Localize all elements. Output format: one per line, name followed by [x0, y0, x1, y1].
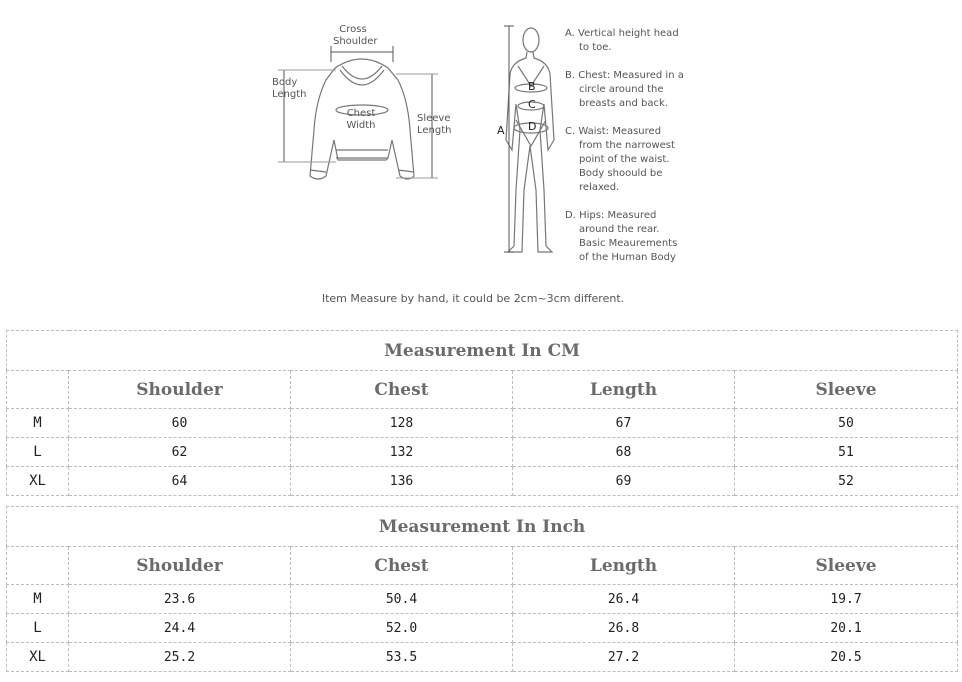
definition-a-key: A. [565, 28, 575, 39]
value-cell: 68 [513, 438, 735, 467]
value-cell: 25.2 [69, 643, 291, 672]
table-row [7, 585, 958, 614]
definition-d-line3: Basic Meaurements [579, 238, 678, 249]
figure-letter-a: A [497, 124, 505, 137]
table-title: Measurement In Inch [7, 507, 958, 547]
value-cell: 132 [291, 438, 513, 467]
definition-a [565, 27, 705, 55]
table-row [7, 467, 958, 496]
size-cell: M [7, 409, 69, 438]
value-cell: 24.4 [69, 614, 291, 643]
value-cell: 50.4 [291, 585, 513, 614]
size-cell: M [7, 585, 69, 614]
table-title: Measurement In CM [7, 331, 958, 371]
definition-b-line1: Chest: Measured in a [578, 70, 684, 81]
table-header-row [7, 371, 958, 409]
value-cell: 19.7 [735, 585, 958, 614]
definition-c-line5: relaxed. [579, 182, 620, 193]
value-cell: 128 [291, 409, 513, 438]
value-cell: 27.2 [513, 643, 735, 672]
value-cell: 50 [735, 409, 958, 438]
size-cell: L [7, 614, 69, 643]
cross-shoulder-label-line1: Cross [339, 24, 367, 35]
cross-shoulder-label-line2: Shoulder [333, 36, 378, 47]
value-cell: 136 [291, 467, 513, 496]
value-cell: 20.1 [735, 614, 958, 643]
size-cell: XL [7, 643, 69, 672]
table-header-row [7, 547, 958, 585]
chest-width-label-line1: Chest [346, 108, 376, 119]
table-row [7, 643, 958, 672]
definition-b-line2: circle around the [579, 84, 664, 95]
value-cell: 20.5 [735, 643, 958, 672]
value-cell: 26.8 [513, 614, 735, 643]
definition-d-line2: around the rear. [579, 224, 660, 235]
size-table-cm [6, 330, 958, 496]
definition-c [565, 125, 705, 195]
definition-c-key: C. [565, 126, 576, 137]
definition-d-line4: of the Human Body [579, 252, 676, 263]
body-length-label-line1: Body [272, 77, 298, 88]
definition-a-line2: to toe. [579, 42, 612, 53]
value-cell: 52.0 [291, 614, 513, 643]
header-cell [7, 547, 69, 585]
header-cell: Sleeve [735, 371, 958, 409]
header-cell: Shoulder [69, 547, 291, 585]
value-cell: 52 [735, 467, 958, 496]
figure-letter-b: B [528, 80, 536, 93]
definition-b-line3: breasts and back. [579, 98, 668, 109]
size-cell: L [7, 438, 69, 467]
measurement-diagram [0, 0, 962, 320]
body-length-label-line2: Length [272, 89, 307, 100]
chest-width-label-line2: Width [346, 120, 376, 131]
value-cell: 64 [69, 467, 291, 496]
definition-a-line1: Vertical height head [578, 28, 679, 39]
definition-c-line1: Waist: Measured [578, 126, 662, 137]
definition-d-line1: Hips: Measured [579, 210, 657, 221]
value-cell: 67 [513, 409, 735, 438]
header-cell: Chest [291, 371, 513, 409]
definition-c-line2: from the narrowest [579, 140, 675, 151]
header-cell [7, 371, 69, 409]
value-cell: 60 [69, 409, 291, 438]
header-cell: Length [513, 547, 735, 585]
size-cell: XL [7, 467, 69, 496]
header-cell: Length [513, 371, 735, 409]
header-cell: Chest [291, 547, 513, 585]
sweater-illustration [0, 0, 962, 300]
header-cell: Shoulder [69, 371, 291, 409]
value-cell: 62 [69, 438, 291, 467]
definition-c-line4: Body shoould be [579, 168, 663, 179]
size-table-inch [6, 506, 958, 672]
measurement-note: Item Measure by hand, it could be 2cm~3cm different. [321, 292, 625, 305]
figure-letter-c: C [528, 98, 536, 111]
definition-d [565, 209, 705, 265]
definition-b [565, 69, 705, 111]
value-cell: 53.5 [291, 643, 513, 672]
value-cell: 23.6 [69, 585, 291, 614]
sleeve-length-label-line2: Length [417, 125, 452, 136]
value-cell: 51 [735, 438, 958, 467]
header-cell: Sleeve [735, 547, 958, 585]
table-row [7, 409, 958, 438]
definition-b-key: B. [565, 70, 576, 81]
definition-d-key: D. [565, 210, 576, 221]
figure-letter-d: D [528, 120, 537, 133]
value-cell: 69 [513, 467, 735, 496]
sleeve-length-label-line1: Sleeve [417, 113, 451, 124]
table-row [7, 438, 958, 467]
value-cell: 26.4 [513, 585, 735, 614]
table-row [7, 614, 958, 643]
definition-c-line3: point of the waist. [579, 154, 670, 165]
